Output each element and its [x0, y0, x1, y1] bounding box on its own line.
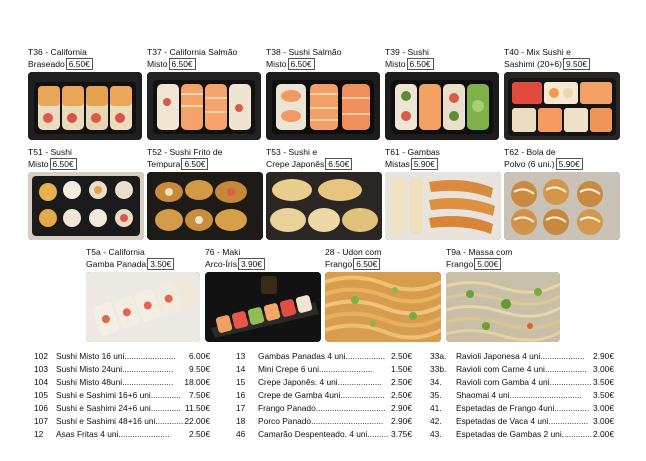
menu-item-name: Asas Fritas 4 uni...................... — [56, 429, 170, 439]
menu-row — [34, 415, 210, 428]
price-tag: 6.50€ — [50, 158, 77, 170]
menu-code: 41. — [430, 403, 442, 413]
item-title: 28 - Udon com Frango 6.50€ — [325, 247, 382, 269]
menu-item-price: 3.00€ — [593, 416, 614, 426]
menu-item-name: Crepe Japonês. 4 uni................... — [258, 377, 382, 387]
menu-item-price: 3.00€ — [593, 364, 614, 374]
menu-list-column-3 — [430, 350, 614, 441]
menu-item-name: Gambas Panadas 4 uni................. — [258, 351, 386, 361]
menu-code: 12 — [34, 429, 44, 439]
california-braseado-photo — [28, 72, 142, 140]
menu-item-price: 2.90€ — [391, 416, 412, 426]
menu-code: 34. — [430, 377, 442, 387]
menu-item-name: Mini Crepe 6 uni....................... — [258, 364, 373, 374]
bola-de-polvo-photo — [504, 172, 620, 240]
maki-arco-iris-photo — [205, 272, 321, 342]
menu-item-name: Shaomai 4 uni............................... — [456, 390, 582, 400]
menu-row — [236, 402, 412, 415]
sushi-crepe-japones-photo — [266, 172, 382, 240]
price-tag: 3.50€ — [147, 258, 174, 270]
menu-item-name: Ravioli com Carne 4 uni.................. — [456, 364, 587, 374]
item-title: T62 - Bola de Polvo (6 uni.) 5.90€ — [504, 146, 583, 170]
menu-row — [236, 428, 412, 441]
menu-item-price: 2.50€ — [391, 377, 412, 387]
menu-code: 35. — [430, 390, 442, 400]
item-title: T5a - California Gamba Panada 3.50€ — [86, 246, 174, 270]
menu-row — [430, 428, 614, 441]
menu-item-name: Frango Panado.............................. — [258, 403, 386, 413]
item-title: T53 - Sushi e Crepe Japonês 6.50€ — [266, 146, 352, 170]
menu-item-price: 1.50€ — [391, 364, 412, 374]
item-title: T39 - Sushi Misto 6.50€ — [385, 46, 434, 70]
item-title: T37 - California Salmão Misto 6.50€ — [147, 47, 238, 69]
menu-code: 14 — [236, 364, 246, 374]
menu-row — [34, 402, 210, 415]
menu-item-price: 3.50€ — [593, 377, 614, 387]
menu-item-price: 3.75€ — [391, 429, 412, 439]
menu-item-price: 3.00€ — [593, 403, 614, 413]
sushi-misto-2-photo — [28, 172, 144, 240]
menu-item-price: 2.50€ — [189, 429, 210, 439]
menu-row — [236, 376, 412, 389]
price-tag: 6.50€ — [288, 58, 315, 70]
menu-code: 15 — [236, 377, 246, 387]
udon-frango-photo — [325, 272, 441, 342]
price-tag: 6.50€ — [325, 158, 352, 170]
menu-row — [34, 389, 210, 402]
menu-item-price: 2.90€ — [593, 351, 614, 361]
menu-item-name: Espetadas de Gambas 2 uni............. — [456, 429, 592, 439]
item-title: T52 - Sushi Frito de Tempura 6.50€ — [147, 147, 223, 169]
menu-code: 16 — [236, 390, 246, 400]
mix-sushi-sashimi-photo — [504, 72, 620, 140]
menu-item-name: Sushi e Sashimi 24+6 uni............. — [56, 403, 181, 413]
sushi-misto-photo — [385, 72, 499, 140]
menu-item-name: Sushi Misto 16 uni...................... — [56, 351, 176, 361]
menu-code: 43. — [430, 429, 442, 439]
item-title: T61 - Gambas Mistas 5.90€ — [385, 147, 440, 169]
menu-code: 102 — [34, 351, 48, 361]
price-tag: 6.50€ — [407, 58, 434, 70]
california-salmao-photo — [147, 72, 261, 140]
menu-item-price: 2.90€ — [391, 403, 412, 413]
menu-item-price: 3.50€ — [593, 390, 614, 400]
menu-item-name: Espetadas de Frango 4uni............... — [456, 403, 590, 413]
menu-code: 13 — [236, 351, 246, 361]
menu-row — [34, 428, 210, 441]
item-title: T9a - Massa com Frango 5.00€ — [446, 247, 513, 269]
menu-item-price: 2.50€ — [391, 351, 412, 361]
menu-item-name: Espetadas de Vaca 4 uni................. — [456, 416, 589, 426]
menu-item-name: Sushi e Sashimi 16+6 uni............. — [56, 390, 181, 400]
menu-row — [236, 389, 412, 402]
item-title: T36 - California Braseado 6.50€ — [28, 46, 93, 70]
price-tag: 6.50€ — [169, 58, 196, 70]
item-title: T38 - Sushi Salmão Misto 6.50€ — [266, 47, 342, 69]
menu-code: 18 — [236, 416, 246, 426]
menu-code: 17 — [236, 403, 246, 413]
menu-code: 46 — [236, 429, 246, 439]
sushi-salmao-photo — [266, 72, 380, 140]
massa-frango-photo — [446, 272, 560, 342]
item-title: 76 - Maki Arco-Íris 3.90€ — [205, 246, 265, 270]
menu-code: 107 — [34, 416, 48, 426]
menu-item-price: 7.50€ — [189, 390, 210, 400]
price-tag: 5.90€ — [411, 158, 438, 170]
california-gamba-panada-photo — [86, 272, 200, 342]
item-title: T40 - Mix Sushi e Sashimi (20+6) 9.50€ — [504, 46, 590, 70]
menu-item-price: 2.00€ — [593, 429, 614, 439]
menu-code: 42. — [430, 416, 442, 426]
menu-row — [236, 415, 412, 428]
menu-row — [236, 363, 412, 376]
menu-item-name: Ravioli Japonesa 4 uni................... — [456, 351, 585, 361]
menu-code: 33b. — [430, 364, 447, 374]
menu-item-price: 18.00€ — [184, 377, 210, 387]
menu-row — [430, 350, 614, 363]
menu-item-name: Ravioli com Gamba 4 uni.................. — [456, 377, 592, 387]
price-tag: 5.00€ — [474, 258, 501, 270]
menu-row — [34, 376, 210, 389]
menu-code: 103 — [34, 364, 48, 374]
menu-row — [430, 363, 614, 376]
sushi-frito-tempura-photo — [147, 172, 263, 240]
menu-item-price: 6.00€ — [189, 351, 210, 361]
menu-item-name: Crepe de Gamba 4uni................... — [258, 390, 385, 400]
menu-row — [430, 415, 614, 428]
menu-row — [430, 376, 614, 389]
menu-item-name: Porco Panado............................... — [258, 416, 384, 426]
menu-item-price: 22.00€ — [184, 416, 210, 426]
menu-item-name: Sushi e Sashimi 48+16 uni............ — [56, 416, 184, 426]
menu-item-name: Camarão Despenteado. 4 uni......... — [258, 429, 389, 439]
menu-row — [34, 363, 210, 376]
menu-item-name: Sushi Misto 24uni...................... — [56, 364, 174, 374]
price-tag: 9.50€ — [563, 58, 590, 70]
menu-code: 104 — [34, 377, 48, 387]
menu-row — [430, 402, 614, 415]
price-tag: 6.50€ — [181, 158, 208, 170]
menu-code: 33a. — [430, 351, 447, 361]
price-tag: 6.50€ — [66, 58, 93, 70]
item-title: T51 - Sushi Misto 6.50€ — [28, 146, 77, 170]
menu-code: 106 — [34, 403, 48, 413]
menu-code: 105 — [34, 390, 48, 400]
menu-list-column-2 — [236, 350, 412, 441]
price-tag: 3.90€ — [238, 258, 265, 270]
menu-item-price: 9.50€ — [189, 364, 210, 374]
menu-item-price: 2.50€ — [391, 390, 412, 400]
menu-row — [430, 389, 614, 402]
price-tag: 6.50€ — [353, 258, 380, 270]
menu-item-price: 11.50€ — [185, 403, 210, 413]
menu-row — [34, 350, 210, 363]
menu-row — [236, 350, 412, 363]
menu-item-name: Sushi Misto 48uni...................... — [56, 377, 174, 387]
gambas-mistas-photo — [385, 172, 501, 240]
menu-list-column-1 — [34, 350, 210, 441]
price-tag: 5.90€ — [556, 158, 583, 170]
